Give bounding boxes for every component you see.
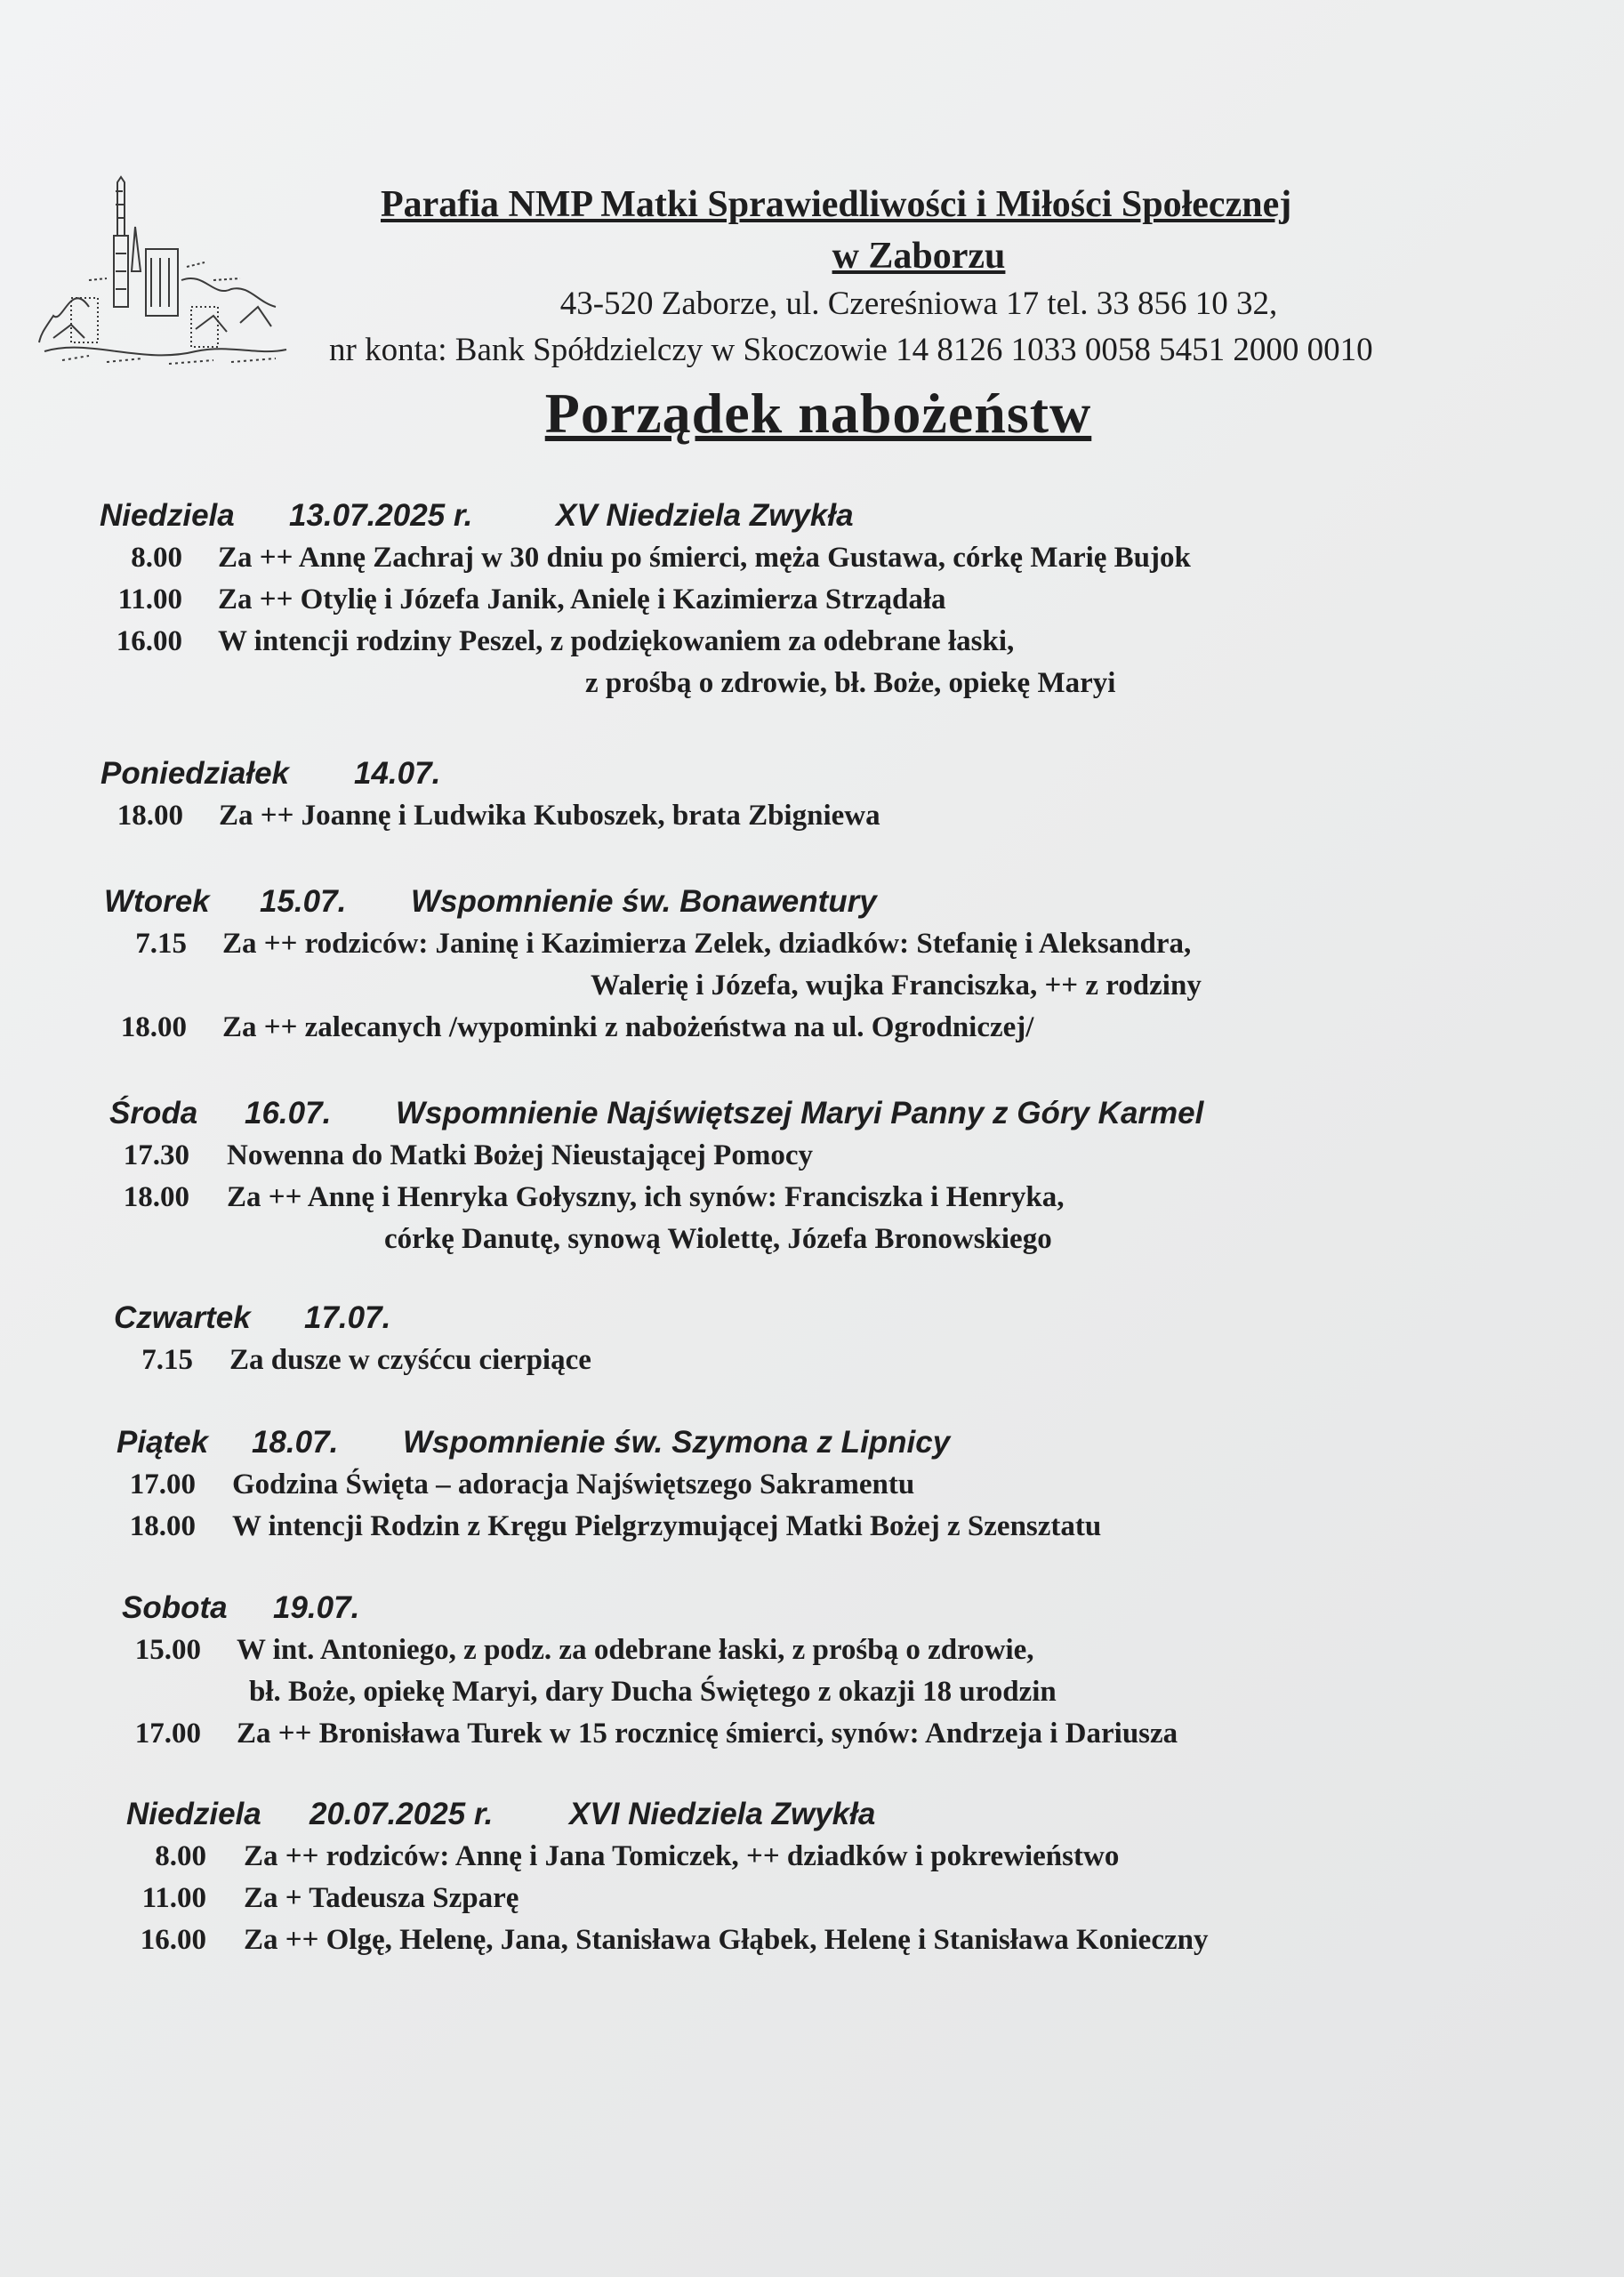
mass-intention: Za ++ Annę i Henryka Gołyszny, ich synów: Franciszka i Henryka, <box>227 1181 1065 1213</box>
mass-time: 18.00 <box>129 1510 196 1542</box>
day-name: Środa <box>109 1096 198 1130</box>
bank-account: nr konta: Bank Spółdzielczy w Skoczowie 14 8126 1033 0058 5451 2000 0010 <box>329 332 1373 368</box>
intention-continuation <box>0 663 1624 704</box>
day-note: XV Niedziela Zwykła <box>556 498 854 533</box>
continuation-text: Walerię i Józefa, wujka Franciszka, ++ z rodziny <box>591 970 1202 1002</box>
list-item <box>0 1340 1624 1381</box>
parish-name: Parafia NMP Matki Sprawiedliwości i Miłości Społecznej <box>381 184 1292 225</box>
mass-intention: Za ++ Otylię i Józefa Janik, Anielę i Kazimierza Strządała <box>218 583 946 616</box>
mass-intention: Godzina Święta – adoracja Najświętszego Sakramentu <box>232 1468 915 1501</box>
day-date: 19.07. <box>273 1590 360 1625</box>
day-note: Wspomnienie św. Bonawentury <box>411 884 877 919</box>
list-item <box>0 1919 1624 1961</box>
list-item <box>0 1878 1624 1919</box>
day-heading <box>0 1092 1624 1135</box>
day-heading <box>0 1793 1624 1836</box>
day-block <box>0 495 1624 704</box>
day-name: Wtorek <box>104 884 210 919</box>
mass-time: 16.00 <box>140 1924 206 1956</box>
day-heading <box>0 1297 1624 1340</box>
parish-location: w Zaborzu <box>832 236 1006 277</box>
mass-intention: W intencji rodziny Peszel, z podziękowaniem za odebrane łaski, <box>218 625 1015 657</box>
mass-time: 11.00 <box>117 583 182 616</box>
day-name: Piątek <box>117 1425 209 1460</box>
list-item <box>0 1713 1624 1755</box>
list-item <box>0 1177 1624 1219</box>
mass-intention: Za ++ Olgę, Helenę, Jana, Stanisława Głąbek, Helenę i Stanisława Konieczny <box>244 1924 1209 1956</box>
intention-continuation <box>0 1219 1624 1260</box>
mass-intention: W intencji Rodzin z Kręgu Pielgrzymującej Matki Bożej z Szensztatu <box>232 1510 1102 1542</box>
day-date: 17.07. <box>304 1300 391 1335</box>
day-block <box>0 1793 1624 1961</box>
mass-intention: Za + Tadeusza Szparę <box>244 1882 519 1914</box>
day-heading <box>0 752 1624 795</box>
list-item <box>0 795 1624 837</box>
day-note: Wspomnienie św. Szymona z Lipnicy <box>403 1425 951 1460</box>
list-item <box>0 1135 1624 1177</box>
day-heading <box>0 1587 1624 1629</box>
list-item <box>0 537 1624 579</box>
day-name: Sobota <box>122 1590 228 1625</box>
day-name: Poniedziałek <box>100 756 290 791</box>
continuation-text: z prośbą o zdrowie, bł. Boże, opiekę Maryi <box>585 667 1116 699</box>
day-heading <box>0 1421 1624 1464</box>
day-date: 13.07.2025 r. <box>289 498 473 533</box>
list-item <box>0 1464 1624 1506</box>
church-tower-sketch-icon <box>36 173 293 369</box>
day-block <box>0 752 1624 837</box>
day-date: 16.07. <box>245 1096 332 1130</box>
list-item <box>0 1629 1624 1671</box>
continuation-text: bł. Boże, opiekę Maryi, dary Ducha Świętego z okazji 18 urodzin <box>249 1676 1057 1708</box>
mass-time: 8.00 <box>131 542 182 574</box>
continuation-text: córkę Danutę, synową Wiolettę, Józefa Bronowskiego <box>384 1223 1052 1255</box>
mass-intention: Za ++ rodziców: Janinę i Kazimierza Zelek, dziadków: Stefanię i Aleksandra, <box>222 928 1192 960</box>
day-block <box>0 1092 1624 1260</box>
day-name: Niedziela <box>100 498 235 533</box>
intention-continuation <box>0 965 1624 1007</box>
day-date: 15.07. <box>260 884 347 919</box>
day-heading <box>0 495 1624 537</box>
mass-intention: W int. Antoniego, z podz. za odebrane łaski, z prośbą o zdrowie, <box>237 1634 1034 1666</box>
day-block <box>0 1421 1624 1548</box>
day-block <box>0 1297 1624 1381</box>
mass-time: 18.00 <box>117 800 183 832</box>
day-date: 20.07.2025 r. <box>310 1797 494 1831</box>
day-heading <box>0 881 1624 923</box>
mass-time: 17.30 <box>123 1139 189 1171</box>
list-item <box>0 621 1624 663</box>
mass-time: 17.00 <box>134 1718 201 1750</box>
intention-continuation <box>0 1671 1624 1713</box>
day-date: 14.07. <box>354 756 441 791</box>
mass-intention: Za ++ zalecanych /wypominki z nabożeństwa na ul. Ogrodniczej/ <box>222 1011 1034 1043</box>
mass-intention: Za ++ rodziców: Annę i Jana Tomiczek, ++ dziadków i pokrewieństwo <box>244 1840 1120 1872</box>
day-date: 18.07. <box>252 1425 339 1460</box>
mass-time: 8.00 <box>155 1840 206 1872</box>
page-title: Porządek nabożeństw <box>544 382 1092 445</box>
mass-time: 7.15 <box>135 928 187 960</box>
list-item <box>0 1007 1624 1049</box>
day-name: Czwartek <box>114 1300 251 1335</box>
day-block <box>0 1587 1624 1755</box>
list-item <box>0 1506 1624 1548</box>
mass-time: 17.00 <box>129 1468 196 1501</box>
list-item <box>0 1836 1624 1878</box>
list-item <box>0 923 1624 965</box>
mass-intention: Za ++ Joannę i Ludwika Kuboszek, brata Zbigniewa <box>219 800 880 832</box>
mass-intention: Za ++ Annę Zachraj w 30 dniu po śmierci, męża Gustawa, córkę Marię Bujok <box>218 542 1191 574</box>
day-note: Wspomnienie Najświętszej Maryi Panny z Góry Karmel <box>396 1096 1204 1130</box>
mass-time: 15.00 <box>134 1634 201 1666</box>
list-item <box>0 579 1624 621</box>
day-block <box>0 881 1624 1049</box>
day-name: Niedziela <box>126 1797 261 1831</box>
mass-time: 18.00 <box>120 1011 187 1043</box>
mass-time: 18.00 <box>123 1181 189 1213</box>
day-note: XVI Niedziela Zwykła <box>569 1797 876 1831</box>
mass-intention: Za dusze w czyśćcu cierpiące <box>229 1344 591 1376</box>
parish-address: 43-520 Zaborze, ul. Czereśniowa 17 tel. 33 856 10 32, <box>559 286 1278 322</box>
mass-intention: Za ++ Bronisława Turek w 15 rocznicę śmierci, synów: Andrzeja i Dariusza <box>237 1718 1178 1750</box>
mass-time: 16.00 <box>116 625 182 657</box>
mass-intention: Nowenna do Matki Bożej Nieustającej Pomocy <box>227 1139 813 1171</box>
mass-time: 7.15 <box>141 1344 193 1376</box>
mass-time: 11.00 <box>141 1882 206 1914</box>
